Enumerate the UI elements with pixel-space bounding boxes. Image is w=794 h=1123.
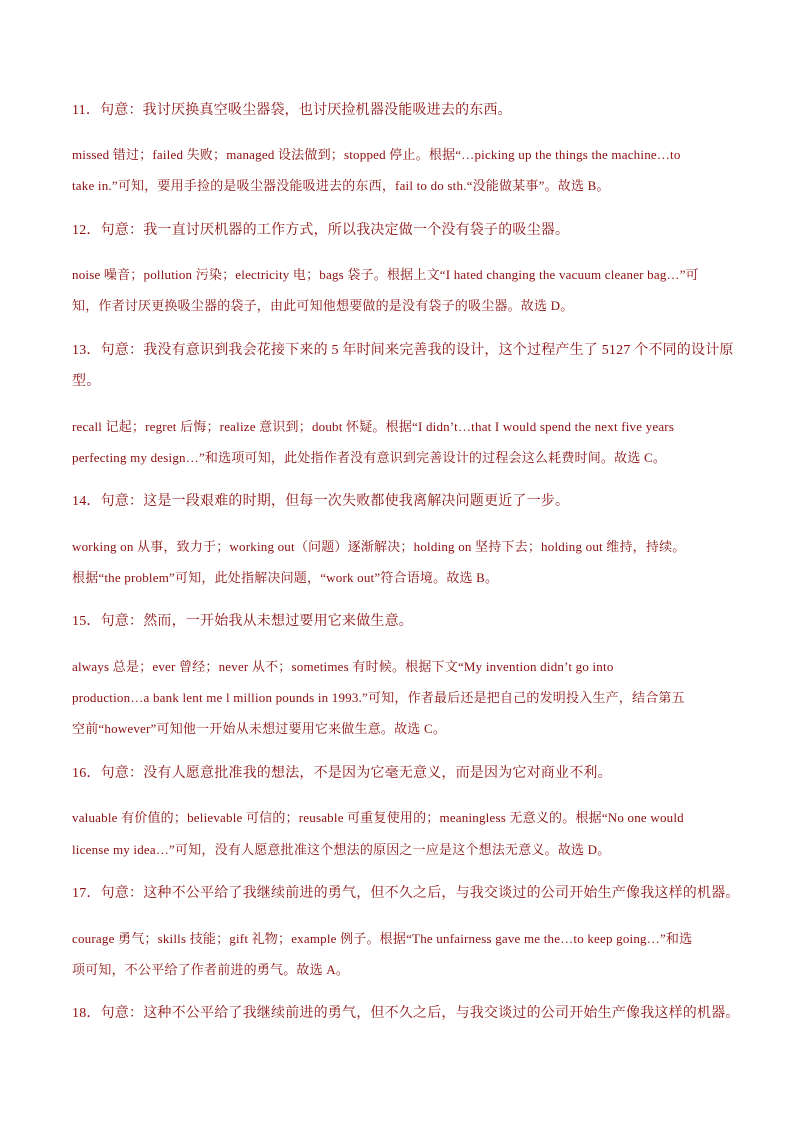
item-11-explanation-line-2: take in.”可知，要用手捡的是吸尘器没能吸进去的东西，fail to do sth.“没能做某事”。故选 B。: [72, 178, 610, 193]
item-14-explanation-line-2: 根据“the problem”可知，此处指解决问题，“work out”符合语境。故选 B。: [72, 570, 499, 585]
item-11-heading: 11．句意：我讨厌换真空吸尘器袋，也讨厌捡机器没能吸进去的东西。: [72, 103, 512, 118]
item-18-heading: 18．句意：这种不公平给了我继续前进的勇气，但不久之后，与我交谈过的公司开始生产像我这样的机器。: [72, 1006, 740, 1021]
item-16-explanation-line-2: license my idea…”可知，没有人愿意批准这个想法的原因之一应是这个想法无意义。故选 D。: [72, 842, 611, 857]
item-16-explanation-line-1: valuable 有价值的；believable 可信的；reusable 可重复使用的；meaningless 无意义的。根据“No one would: [72, 810, 684, 825]
item-15-heading: 15．句意：然而，一开始我从未想过要用它来做生意。: [72, 614, 413, 629]
item-13-heading-continued: 型。: [72, 374, 101, 389]
item-12-explanation-line-2: 知，作者讨厌更换吸尘器的袋子，由此可知他想要做的是没有袋子的吸尘器。故选 D。: [72, 298, 574, 313]
item-15-explanation-line-1: always 总是；ever 曾经；never 从不；sometimes 有时候。根据下文“My invention didn’t go into: [72, 659, 614, 674]
item-13-heading: 13．句意：我没有意识到我会花接下来的 5 年时间来完善我的设计，这个过程产生了 5127 个不同的设计原: [72, 343, 734, 358]
item-13-explanation-line-1: recall 记起；regret 后悔；realize 意识到；doubt 怀疑。根据“I didn’t…that I would spend the next five years: [72, 419, 675, 434]
item-12-heading: 12．句意：我一直讨厌机器的工作方式，所以我决定做一个没有袋子的吸尘器。: [72, 223, 570, 238]
item-17-explanation-line-2: 项可知，不公平给了作者前进的勇气。故选 A。: [72, 962, 350, 977]
item-16-heading: 16．句意：没有人愿意批准我的想法，不是因为它毫无意义，而是因为它对商业不利。: [72, 766, 612, 781]
item-14-heading: 14．句意：这是一段艰难的时期，但每一次失败都使我离解决问题更近了一步。: [72, 494, 570, 509]
item-14-explanation-line-1: working on 从事，致力于；working out（问题）逐渐解决；holding on 坚持下去；holding out 维持，持续。: [72, 539, 686, 554]
item-12-explanation-line-1: noise 噪音；pollution 污染；electricity 电；bags 袋子。根据上文“I hated changing the vacuum cleaner bag…”可: [72, 267, 699, 282]
item-15-explanation-line-2: production…a bank lent me l million pounds in 1993.”可知，作者最后还是把自己的发明投入生产，结合第五: [72, 690, 685, 705]
item-11-explanation-line-1: missed 错过；failed 失败；managed 设法做到；stopped 停止。根据“…picking up the things the machine…to: [72, 147, 681, 162]
item-17-heading: 17．句意：这种不公平给了我继续前进的勇气，但不久之后，与我交谈过的公司开始生产像我这样的机器。: [72, 886, 740, 901]
item-15-explanation-line-3: 空前“however”可知他一开始从未想过要用它来做生意。故选 C。: [72, 721, 447, 736]
item-13-explanation-line-2: perfecting my design…”和选项可知，此处指作者没有意识到完善设计的过程会这么耗费时间。故选 C。: [72, 450, 667, 465]
item-17-explanation-line-1: courage 勇气；skills 技能；gift 礼物；example 例子。根据“The unfairness gave me the…to keep going…”和选: [72, 931, 693, 946]
